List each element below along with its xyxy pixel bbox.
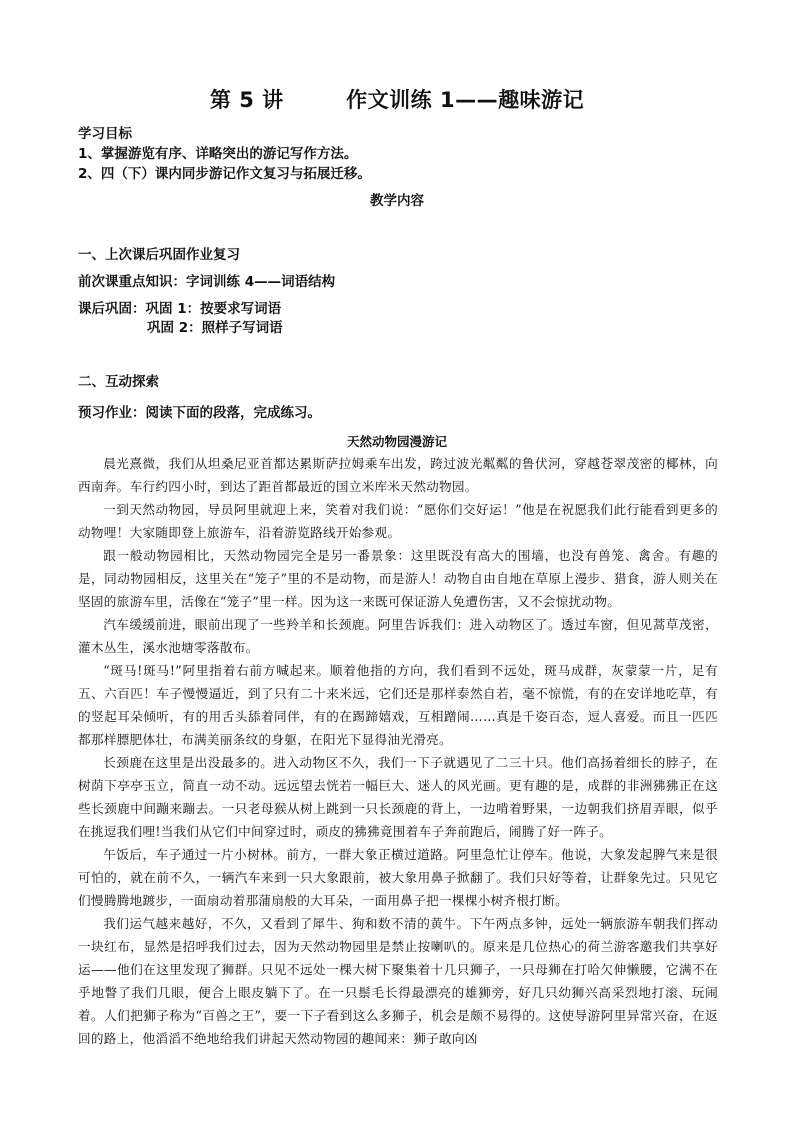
preview-assignment: 预习作业：阅读下面的段落，完成练习。	[78, 405, 321, 421]
story-title: 天然动物园漫游记	[346, 434, 447, 449]
story-paragraph: 一到天然动物园，导员阿里就迎上来，笑着对我们说：“愿你们交好运！”他是在祝愿我们此行能看到更多的动物哩！大家随即登上旅游车，沿着游览路线开始参观。	[78, 502, 718, 540]
learning-goal-item-1: 1、掌握游览有序、详略突出的游记写作方法。	[78, 146, 358, 162]
section-heading-explore: 二、互动探索	[78, 374, 159, 390]
story-paragraph: 午饭后，车子通过一片小树林。前方，一群大象正横过道路。阿里急忙让停车。他说，大象发起脾气来是很可怕的，就在前不久，一辆汽车来到一只大象跟前，被大象用鼻子掀翻了。我们只好等着，让群象先过。只见它们慢腾腾地踱步，一面扇动着那蒲扇般的大耳朵，一面用鼻子把一棵棵小树齐根打断。	[78, 847, 718, 908]
previous-focus-line: 前次课重点知识：字词训练 4——词语结构	[78, 274, 336, 290]
story-paragraph: 晨光熹微，我们从坦桑尼亚首都达累斯萨拉姆乘车出发，跨过波光粼粼的鲁伏河，穿越苍翠茂密的椰林，向西南奔。车行约四小时，到达了距首都最近的国立米库米天然动物园。	[78, 456, 718, 494]
story-paragraph: 长颈鹿在这里是出没最多的。进入动物区不久，我们一下子就遇见了二三十只。他们高扬着细长的脖子，在树荫下亭亭玉立，简直一动不动。远远望去恍若一幅巨大、迷人的风光画。更有趣的是，成群的非洲狒狒正在这些长颈鹿中间蹦来蹦去。一只老母猴从树上跳到一只长颈鹿的背上，一边啃着野果，一边朝我们挤眉弄眼，似乎在挑逗我们哩!当我们从它们中间穿过时，顽皮的狒狒竟围着车子奔前跑后，闹腾了好一阵子。	[78, 755, 718, 839]
learning-goal-item-2: 2、四（下）课内同步游记作文复习与拓展迁移。	[78, 166, 371, 182]
page-title: 第 5 讲 作文训练 1——趣味游记	[209, 88, 585, 112]
story-paragraph: 汽车缓缓前进，眼前出现了一些羚羊和长颈鹿。阿里告诉我们：进入动物区了。透过车窗，但见蒿草茂密，灌木丛生，溪水池塘零落散布。	[78, 617, 718, 655]
review-line-1: 课后巩固：巩固 1：按要求写词语	[78, 301, 282, 317]
learning-goals-heading: 学习目标	[78, 126, 132, 142]
review-line-2: 巩固 2：照样子写词语	[147, 320, 283, 336]
story-paragraph: 跟一般动物园相比，天然动物园完全是另一番景象：这里既没有高大的围墙，也没有兽笼、禽舍。有趣的是，同动物园相反，这里关在“笼子”里的不是动物，而是游人！动物自由自地在草原上漫步、猎食，游人则关在坚固的旅游车里，活像在“笼子”里一样。因为这一来既可保证游人免遭伤害，又不会惊扰动物。	[78, 548, 718, 609]
section-heading-review: 一、上次课后巩固作业复习	[78, 247, 240, 263]
story-paragraph: “斑马!斑马!”阿里指着右前方喊起来。顺着他指的方向，我们看到不远处，斑马成群，灰蒙蒙一片，足有五、六百匹！车子慢慢逼近，到了只有二十来米远，它们还是那样泰然自若，毫不惊慌，有的在安详地吃草，有的竖起耳朵倾听，有的用舌头舔着同伴，有的在踢蹄嬉戏，互相蹭闹……真是千姿百态，逗人喜爱。而且一匹匹都那样膘肥体壮，布满美丽条纹的身躯，在阳光下显得油光滑亮。	[78, 663, 718, 747]
teaching-content-heading: 教学内容	[370, 193, 424, 209]
story-body	[78, 452, 718, 1050]
story-paragraph: 我们运气越来越好，不久，又看到了犀牛、狗和数不清的黄牛。下午两点多钟，远处一辆旅游车朝我们挥动一块红布，显然是招呼我们过去，因为天然动物园里是禁止按喇叭的。原来是几位热心的荷兰游客邀我们共享好运——他们在这里发现了狮群。只见不远处一棵大树下聚集着十几只狮子，一只母狮在打哈欠伸懒腰，它满不在乎地瞥了我们几眼，便合上眼皮躺下了。在一只鬃毛长得最漂亮的雄狮旁，好几只幼狮兴高采烈地打滚、玩闹着。人们把狮子称为“百兽之王”，要一下子看到这么多狮子，机会是颇不易得的。这使导游阿里异常兴奋，在返回的路上，他滔滔不绝地给我们讲起天然动物园的趣闻来：狮子敢向凶	[78, 916, 718, 1046]
